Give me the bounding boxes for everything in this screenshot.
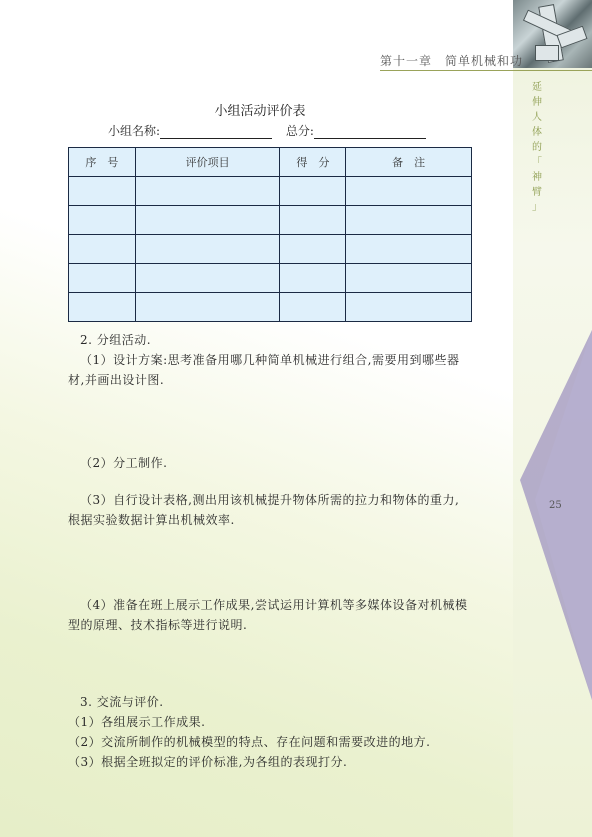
total-score-label: 总分: [285,124,314,138]
form-fields [108,122,426,139]
side-vertical-title [530,80,544,215]
group-name-label: 小组名称: [108,124,161,138]
side-title-char: 臂 [532,187,542,198]
side-title-char: 伸 [532,97,542,108]
table-row [69,206,472,235]
table-cell[interactable] [280,264,346,293]
table-cell[interactable] [280,235,346,264]
side-title-char: 体 [532,127,542,138]
side-title-char: 的 [532,142,542,153]
paragraph-line: （3）自行设计表格,测出用该机械提升物体所需的拉力和物体的重力, [80,493,460,507]
section-heading: 2. 分组活动. [80,333,152,347]
table-cell[interactable] [69,206,136,235]
column-header-number: 序 号 [69,148,136,177]
paragraph-line: 材,并画出设计图. [68,373,165,387]
table-cell[interactable] [135,235,280,264]
table-cell[interactable] [280,206,346,235]
side-title-char: 延 [532,82,542,93]
robotic-arm-photo [513,0,592,68]
table-cell[interactable] [280,293,346,322]
table-cell[interactable] [135,264,280,293]
section-heading: 3. 交流与评价. [80,695,164,709]
section-2-item-4 [68,595,498,635]
section-3 [68,692,498,772]
paragraph-line: （4）准备在班上展示工作成果,尝试运用计算机等多媒体设备对机械模 [80,598,468,612]
table-header-row [69,148,472,177]
paragraph-line: （1）各组展示工作成果. [68,715,206,729]
paragraph-line: 根据实验数据计算出机械效率. [68,513,235,527]
table-cell[interactable] [135,293,280,322]
section-2-item-3 [68,490,498,530]
group-name-blank[interactable] [160,126,272,139]
paragraph-line: （2）交流所制作的机械模型的特点、存在问题和需要改进的地方. [68,735,431,749]
page-number: 25 [549,500,562,511]
table-cell[interactable] [346,264,472,293]
section-2-heading [68,330,498,350]
evaluation-table [68,147,472,322]
table-cell[interactable] [280,177,346,206]
table-cell[interactable] [346,235,472,264]
table-row [69,293,472,322]
column-header-item: 评价项目 [135,148,280,177]
table-cell[interactable] [69,177,136,206]
side-title-char: 神 [532,172,542,183]
table-cell[interactable] [346,206,472,235]
table-row [69,177,472,206]
table-cell[interactable] [135,177,280,206]
paragraph-line: （3）根据全班拟定的评价标准,为各组的表现打分. [68,755,348,769]
table-cell[interactable] [346,293,472,322]
paragraph-line: （2）分工制作. [80,456,168,470]
table-row [69,264,472,293]
side-title-char: 」 [532,202,542,213]
side-title-char: 人 [532,112,542,123]
section-2-item-1 [68,350,498,390]
table-cell[interactable] [69,293,136,322]
header-divider [380,70,592,71]
table-cell[interactable] [69,235,136,264]
paragraph-line: 型的原理、技术指标等进行说明. [68,618,248,632]
table-row [69,235,472,264]
side-title-char: 「 [532,157,542,168]
table-cell[interactable] [135,206,280,235]
table-cell[interactable] [346,177,472,206]
total-score-blank[interactable] [314,126,426,139]
chapter-title: 第十一章 简单机械和功 [380,54,524,68]
evaluation-table-title: 小组活动评价表 [214,104,306,119]
column-header-score: 得 分 [280,148,346,177]
section-2-item-2 [68,453,498,473]
column-header-remarks: 备 注 [346,148,472,177]
table-cell[interactable] [69,264,136,293]
paragraph-line: （1）设计方案:思考准备用哪几种简单机械进行组合,需要用到哪些器 [80,353,460,367]
